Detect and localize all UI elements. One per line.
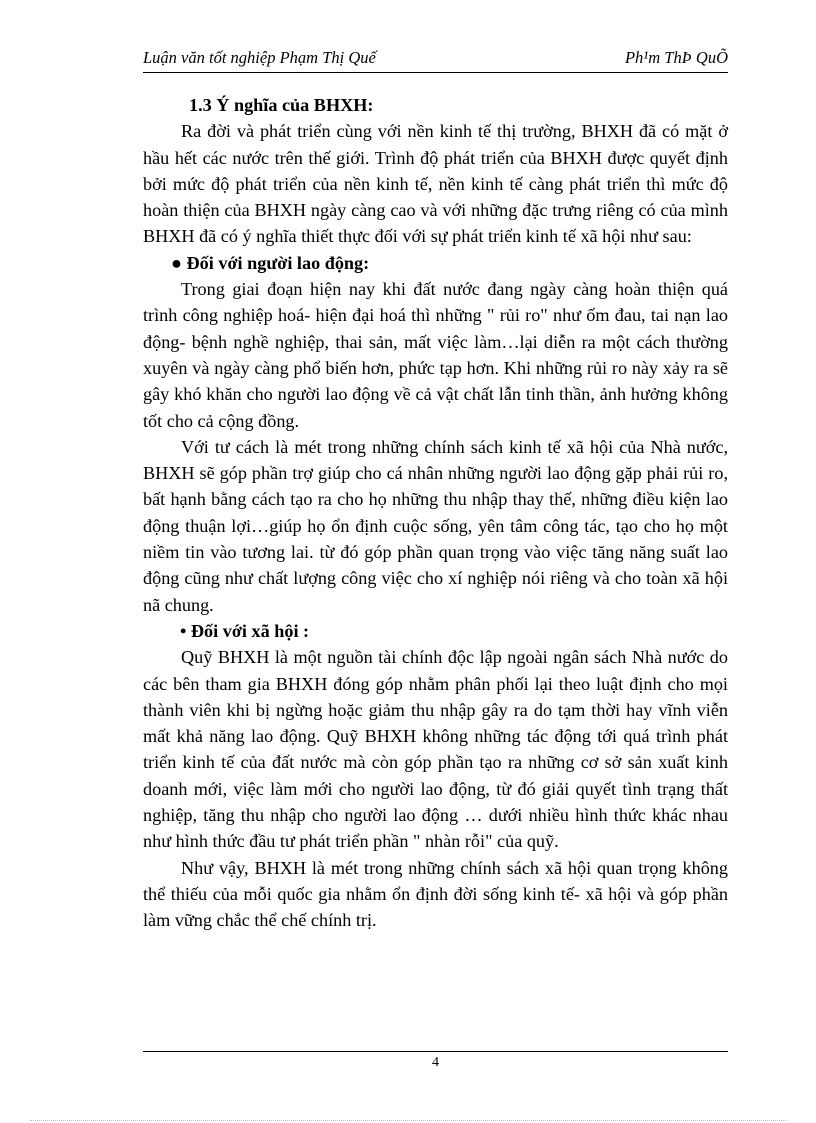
worker-paragraph-1: Trong giai đoạn hiện nay khi đất nước đang ngày càng hoàn thiện quá trình công nghiệp hoá- hiện đại hoá thì những " rủi ro" như ốm đau, tai nạn lao động- bệnh nghề nghiệp, thai sản, mất việc làm…lại diễn ra một cách thường xuyên và ngày càng phổ biến hơn, phức tạp hơn. Khi những rủi ro này xảy ra sẽ gây khó khăn cho người lao động về cả vật chất lẫn tinh thần, ảnh hưởng không tốt cho cả cộng đồng. [143,279,728,431]
intro-paragraph: Ra đời và phát triển cùng với nền kinh tế thị trường, BHXH đã có mặt ở hầu hết các nước trên thế giới. Trình độ phát triển của BHXH được quyết định bởi mức độ phát triển của nền kinh tế, nền kinh tế càng phát triển thì mức độ hoàn thiện của BHXH ngày càng cao và với những đặc trưng riêng có của mình BHXH đã có ý nghĩa thiết thực đối với sự phát triển kinh tế xã hội như sau: [143,121,728,247]
worker-heading: ● Đối với người lao động: [171,252,370,273]
worker-paragraph-2: Với tư cách là mét trong những chính sách kinh tế xã hội của Nhà nước, BHXH sẽ góp phần trợ giúp cho cá nhân những người lao động gặp phải rủi ro, bất hạnh bằng cách tạo ra cho họ những thu nhập thay thế, những điều kiện lao động thuận lợi…giúp họ ổn định cuộc sống, yên tâm công tác, tạo cho họ một niềm tin vào tương lai. từ đó góp phần quan trọng vào việc tăng năng suất lao động cũng như chất lượng công việc cho xí nghiệp nói riêng và cho toàn xã hội nã chung. [143,436,728,615]
page-edge-divider [30,1120,786,1121]
footer-divider [143,1051,728,1052]
page-number: 4 [432,1055,439,1070]
page-header [143,48,728,73]
document-body [143,92,728,934]
society-heading: • Đối với xã hội : [180,620,310,641]
society-paragraph-1: Quỹ BHXH là một nguồn tài chính độc lập ngoài ngân sách Nhà nước do các bên tham gia BHXH đóng góp nhằm phân phối lại theo luật định cho mọi thành viên khi bị ngừng hoặc giảm thu nhập gây ra do tạm thời hay vĩnh viễn mất khả năng lao động. Quỹ BHXH không những tác động tới quá trình phát triển kinh tế của đất nước mà còn góp phần tạo ra những cơ sở sản xuất kinh doanh mới, việc làm mới cho người lao động, từ đó giải quyết tình trạng thất nghiệp, tăng thu nhập cho người lao động … dưới nhiều hình thức khác nhau như hình thức đầu tư phát triển phần " nhàn rỗi" của quỹ. [143,647,728,852]
society-paragraph-2: Như vậy, BHXH là mét trong những chính sách xã hội quan trọng không thể thiếu của mỗi quốc gia nhằm ổn định đời sống kinh tế- xã hội và góp phần làm vững chắc thể chế chính trị. [143,857,728,931]
header-author: Ph¹m ThÞ QuÕ [624,48,728,67]
section-title: 1.3 Ý nghĩa của BHXH: [189,95,374,115]
header-title: Luận văn tốt nghiệp Phạm Thị Quế [143,48,376,67]
